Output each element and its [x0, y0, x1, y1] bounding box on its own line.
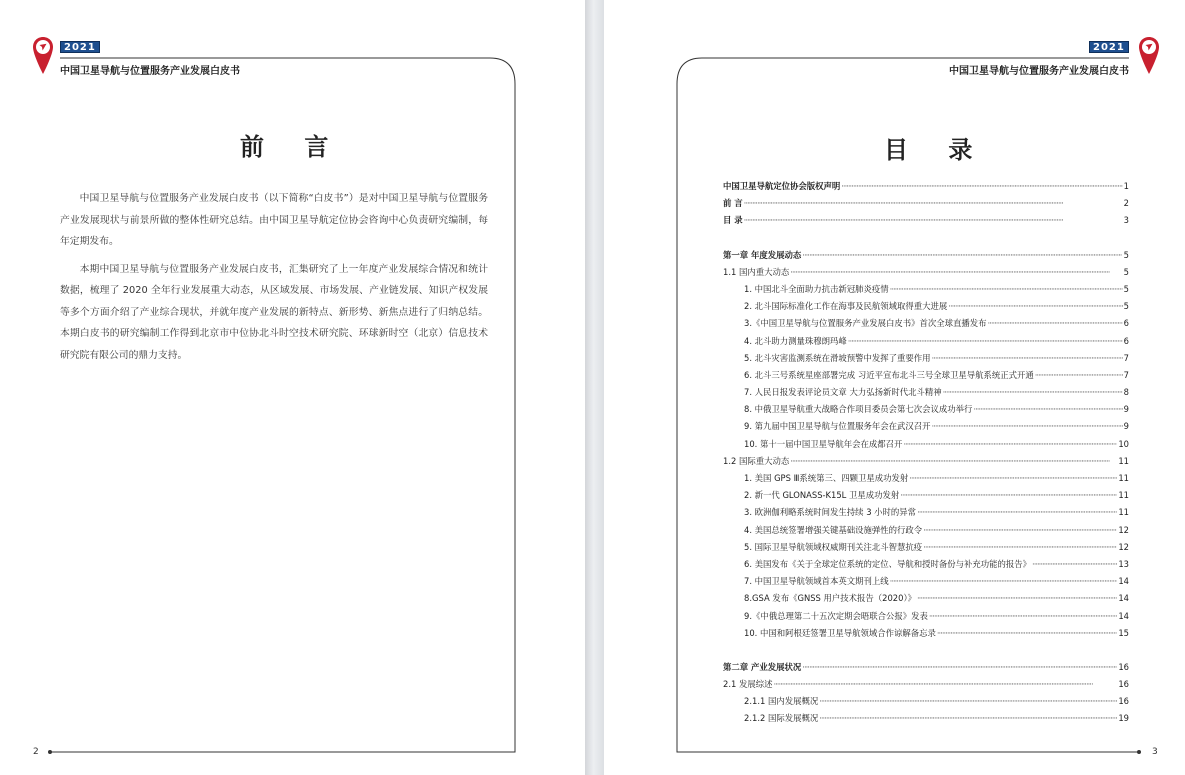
- toc-entry-title: 9. 第九届中国卫星导航与位置服务年会在武汉召开: [744, 421, 931, 432]
- toc-entry-title: 2. 北斗国际标准化工作在海事及民航领域取得重大进展: [744, 301, 948, 312]
- page-number: 3: [1152, 747, 1158, 757]
- toc-entry[interactable]: [723, 676, 1129, 693]
- toc-entry[interactable]: [723, 247, 1129, 264]
- toc-entry-page: 6: [1123, 318, 1129, 329]
- toc-entry[interactable]: [723, 178, 1129, 195]
- toc-entry-page: 5: [1123, 283, 1129, 294]
- year-badge: 2021: [1089, 41, 1129, 53]
- toc-entry-title: 10. 第十一届中国卫星导航年会在成都召开: [744, 438, 903, 449]
- toc-entry[interactable]: [723, 298, 1129, 315]
- toc-leader-dots: [1035, 367, 1123, 384]
- toc-entry-title: 7. 中国卫星导航领域首本英文期刊上线: [744, 576, 889, 587]
- toc-entry-page: 5: [1123, 301, 1129, 312]
- toc-entry-page: 12: [1118, 541, 1129, 552]
- toc-entry[interactable]: [723, 590, 1129, 607]
- book-title: 中国卫星导航与位置服务产业发展白皮书: [60, 66, 240, 77]
- toc-leader-dots: [948, 298, 1122, 315]
- toc-entry-title: 1.1 国内重大动态: [723, 266, 790, 277]
- toc-leader-dots: [923, 539, 1117, 556]
- toc-leader-dots: [932, 418, 1123, 435]
- preface-paragraph: 本期中国卫星导航与位置服务产业发展白皮书，汇集研究了上一年度产业发展综合情况和统计数据，梳理了 2020 全年行业发展重大动态，从区域发展、市场发展、产业链发展、知识产权发展等多个方面介绍了产业综合现状，并就年度产业发展的新特点、新形势、新焦点进行了归纳总结。本期白皮书的研究编制工作得到北京市中位协北斗时空技术研究院、环球新时空（北京）信息技术研究院有限公司的鼎力支持。: [60, 263, 488, 361]
- toc-entry-page: 7: [1123, 369, 1129, 380]
- toc-leader-dots: [744, 195, 1123, 212]
- toc-spacer: [723, 642, 1129, 659]
- toc-entry[interactable]: [723, 573, 1129, 590]
- toc-leader-dots: [929, 608, 1117, 625]
- toc-entry[interactable]: [723, 350, 1129, 367]
- toc-entry-page: 5: [1123, 249, 1129, 260]
- toc-leader-dots: [900, 487, 1117, 504]
- toc-entry[interactable]: [723, 659, 1129, 676]
- toc-entry[interactable]: [723, 710, 1129, 727]
- toc-entry[interactable]: [723, 504, 1129, 521]
- toc-leader-dots: [917, 504, 1117, 521]
- preface-body: [60, 188, 488, 372]
- toc-leader-dots: [943, 384, 1123, 401]
- toc-entry-title: 4. 北斗助力测量珠穆朗玛峰: [744, 335, 847, 346]
- toc-leader-dots: [802, 659, 1117, 676]
- toc-entry-page: 1: [1123, 181, 1129, 191]
- toc-entry[interactable]: [723, 539, 1129, 556]
- toc-entry[interactable]: [723, 436, 1129, 453]
- toc-entry[interactable]: [723, 264, 1129, 281]
- toc-entry-title: 4. 美国总统签署增强关键基础设施弹性的行政令: [744, 524, 923, 535]
- toc-leader-dots: [848, 333, 1123, 350]
- toc-entry[interactable]: [723, 470, 1129, 487]
- toc-leader-dots: [932, 350, 1123, 367]
- toc-entry-title: 第二章 产业发展状况: [723, 661, 802, 672]
- toc-leader-dots: [744, 212, 1123, 229]
- toc-entry-title: 第一章 年度发展动态: [723, 249, 802, 260]
- toc-entry-title: 目 录: [723, 215, 743, 226]
- page-frame: [0, 0, 585, 775]
- toc-entry[interactable]: [723, 212, 1129, 229]
- toc-entry[interactable]: [723, 195, 1129, 212]
- toc-leader-dots: [841, 178, 1122, 195]
- toc-leader-dots: [773, 676, 1117, 693]
- toc-entry[interactable]: [723, 522, 1129, 539]
- toc-entry-page: 3: [1123, 215, 1129, 226]
- toc-title: 目 录: [884, 136, 989, 164]
- toc-spacer: [723, 230, 1129, 247]
- toc-entry-page: 8: [1123, 387, 1129, 398]
- toc-leader-dots: [890, 281, 1123, 298]
- toc-entry-page: 12: [1118, 524, 1129, 535]
- toc-entry-page: 15: [1118, 627, 1129, 638]
- toc-entry-page: 5: [1123, 266, 1129, 277]
- toc-leader-dots: [923, 522, 1117, 539]
- toc-leader-dots: [819, 710, 1117, 727]
- toc-entry-title: 9.《中俄总理第二十五次定期会晤联合公报》发表: [744, 610, 928, 621]
- toc-entry-page: 10: [1118, 438, 1129, 449]
- toc-entry-title: 2.1 发展综述: [723, 679, 773, 690]
- toc-entry-title: 5. 国际卫星导航领域权威期刊关注北斗智慧抗疫: [744, 541, 923, 552]
- toc-leader-dots: [917, 590, 1117, 607]
- table-of-contents: [723, 178, 1129, 728]
- toc-leader-dots: [790, 264, 1122, 281]
- toc-entry-page: 14: [1118, 576, 1129, 587]
- toc-entry-title: 1. 中国北斗全面助力抗击新冠肺炎疫情: [744, 283, 889, 294]
- toc-entry-title: 7. 人民日报发表评论员文章 大力弘扬新时代北斗精神: [744, 387, 942, 398]
- toc-entry-page: 13: [1118, 558, 1129, 569]
- left-page: [0, 0, 585, 775]
- toc-leader-dots: [1032, 556, 1117, 573]
- toc-entry[interactable]: [723, 367, 1129, 384]
- toc-entry[interactable]: [723, 693, 1129, 710]
- page-number: 2: [33, 747, 39, 757]
- toc-entry-title: 8. 中俄卫星导航重大战略合作项目委员会第七次会议成功举行: [744, 404, 973, 415]
- toc-entry-page: 16: [1118, 661, 1129, 672]
- toc-entry[interactable]: [723, 333, 1129, 350]
- toc-entry[interactable]: [723, 453, 1129, 470]
- toc-entry-title: 1. 美国 GPS Ⅲ系统第三、四颗卫星成功发射: [744, 473, 909, 483]
- toc-entry-title: 中国卫星导航定位协会版权声明: [723, 181, 841, 191]
- toc-entry-page: 14: [1118, 610, 1129, 621]
- toc-entry-title: 6. 美国发布《关于全球定位系统的定位、导航和授时备份与补充功能的报告》: [744, 558, 1032, 569]
- book-title: 中国卫星导航与位置服务产业发展白皮书: [949, 66, 1129, 77]
- toc-entry-page: 6: [1123, 335, 1129, 346]
- toc-leader-dots: [802, 247, 1122, 264]
- toc-entry-page: 16: [1118, 696, 1129, 707]
- toc-entry[interactable]: [723, 608, 1129, 625]
- toc-entry[interactable]: [723, 315, 1129, 332]
- toc-entry-title: 3. 欧洲伽利略系统时间发生持续 3 小时的异常: [744, 507, 917, 518]
- toc-entry[interactable]: [723, 556, 1129, 573]
- toc-entry-page: 14: [1118, 593, 1129, 604]
- toc-entry-page: 11: [1118, 507, 1129, 518]
- preface-title: 前 言: [240, 133, 345, 161]
- toc-entry-page: 19: [1118, 713, 1129, 724]
- toc-entry-title: 5. 北斗灾害监测系统在滑坡预警中发挥了重要作用: [744, 352, 931, 363]
- toc-entry-title: 2. 新一代 GLONASS-K15L 卫星成功发射: [744, 490, 900, 501]
- toc-entry-page: 11: [1118, 473, 1129, 483]
- toc-entry-title: 前 言: [723, 198, 743, 209]
- toc-leader-dots: [909, 470, 1117, 487]
- toc-entry[interactable]: [723, 487, 1129, 504]
- toc-entry-page: 9: [1123, 404, 1129, 415]
- toc-entry[interactable]: [723, 401, 1129, 418]
- toc-leader-dots: [819, 693, 1117, 710]
- toc-entry[interactable]: [723, 418, 1129, 435]
- toc-leader-dots: [790, 453, 1117, 470]
- toc-leader-dots: [903, 436, 1117, 453]
- year-badge: 2021: [60, 41, 100, 53]
- toc-entry[interactable]: [723, 384, 1129, 401]
- toc-entry-title: 3.《中国卫星导航与位置服务产业发展白皮书》首次全球直播发布: [744, 318, 987, 329]
- toc-entry-title: 8.GSA 发布《GNSS 用户技术报告（2020）》: [744, 593, 917, 604]
- toc-entry-title: 6. 北斗三号系统星座部署完成 习近平宣布北斗三号全球卫星导航系统正式开通: [744, 369, 1034, 380]
- toc-entry[interactable]: [723, 281, 1129, 298]
- toc-entry-page: 7: [1123, 352, 1129, 363]
- preface-paragraph: 中国卫星导航与位置服务产业发展白皮书（以下简称“白皮书”）是对中国卫星导航与位置服务产业发展现状与前景所做的整体性研究总结。由中国卫星导航定位协会咨询中心负责研究编制，每年定期发布。: [60, 193, 488, 247]
- toc-leader-dots: [890, 573, 1118, 590]
- toc-entry-page: 11: [1118, 455, 1129, 466]
- toc-entry-title: 1.2 国际重大动态: [723, 455, 790, 466]
- toc-entry-page: 11: [1118, 490, 1129, 501]
- toc-leader-dots: [988, 315, 1123, 332]
- book-gutter: [585, 0, 604, 775]
- toc-leader-dots: [937, 625, 1117, 642]
- toc-entry-page: 9: [1123, 421, 1129, 432]
- toc-entry-title: 2.1.1 国内发展概况: [744, 696, 819, 707]
- toc-leader-dots: [973, 401, 1122, 418]
- toc-entry-title: 2.1.2 国际发展概况: [744, 713, 819, 724]
- toc-entry-title: 10. 中国和阿根廷签署卫星导航领域合作谅解备忘录: [744, 627, 936, 638]
- location-pin-icon: [1138, 36, 1160, 76]
- location-pin-icon: [32, 36, 54, 76]
- toc-entry-page: 2: [1123, 198, 1129, 209]
- toc-entry-page: 16: [1118, 679, 1129, 690]
- toc-entry[interactable]: [723, 625, 1129, 642]
